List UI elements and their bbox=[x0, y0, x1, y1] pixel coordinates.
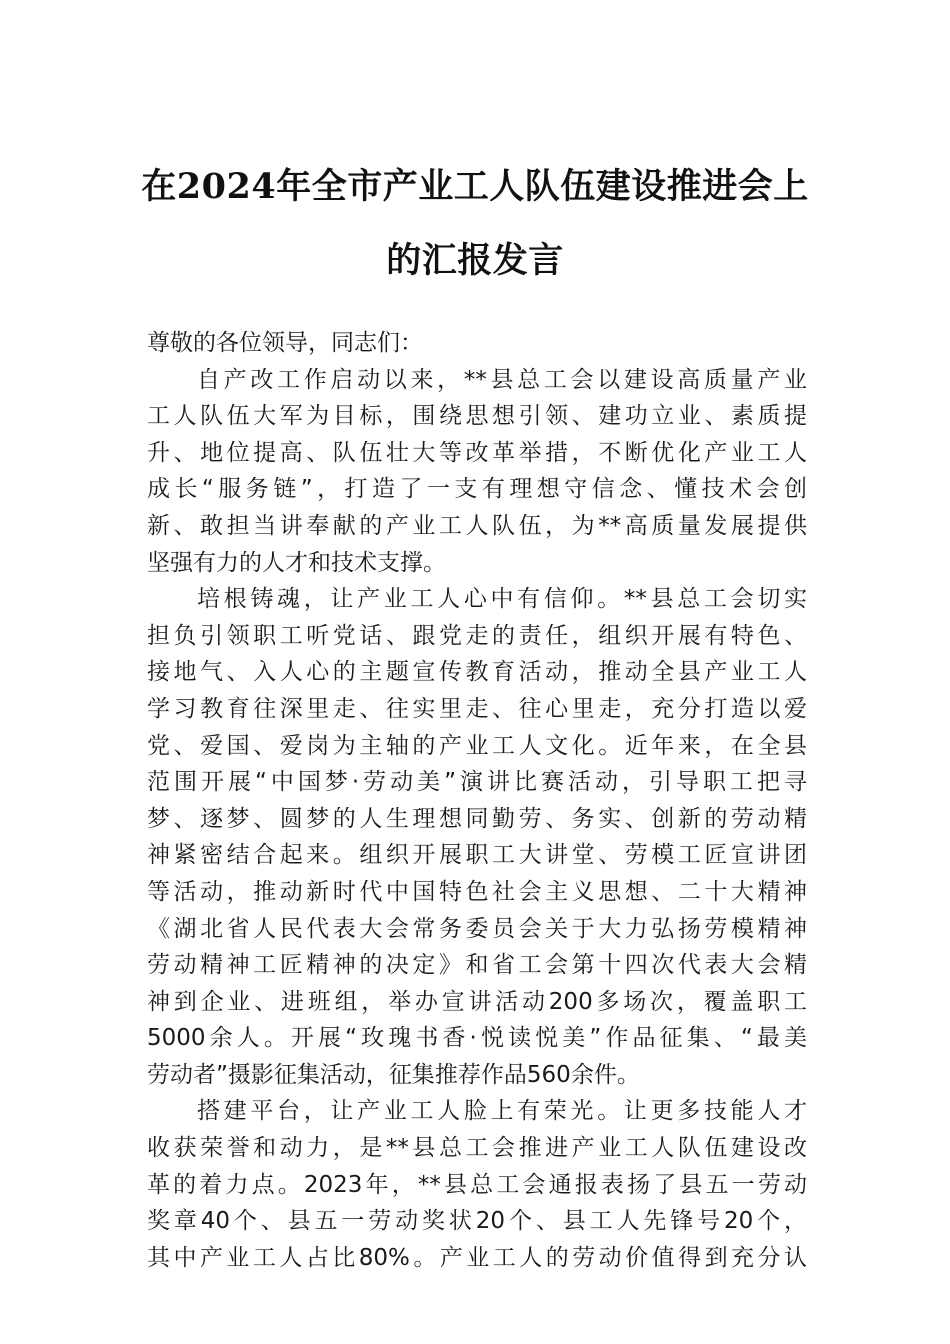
paragraph-line: 范围开展“中国梦·劳动美”演讲比赛活动，引导职工把寻 bbox=[147, 769, 807, 796]
paragraph-line: 担负引领职工听党话、跟党走的责任，组织开展有特色、 bbox=[147, 622, 807, 649]
paragraph-line: 劳动精神工匠精神的决定》和省工会第十四次代表大会精 bbox=[147, 952, 807, 979]
paragraph-line: 《湖北省人民代表大会常务委员会关于大力弘扬劳模精神 bbox=[147, 915, 807, 942]
paragraph-line: 劳动者”摄影征集活动，征集推荐作品560余件。 bbox=[147, 1061, 640, 1088]
paragraph-line: 党、爱国、爱岗为主轴的产业工人文化。近年来，在全县 bbox=[147, 732, 807, 759]
document-body bbox=[147, 325, 807, 1276]
paragraph-3 bbox=[147, 1093, 807, 1276]
document-title bbox=[140, 150, 810, 298]
paragraph-line: 5000余人。开展“玫瑰书香·悦读悦美”作品征集、“最美 bbox=[147, 1025, 807, 1052]
paragraph-line: 升、地位提高、队伍壮大等改革举措，不断优化产业工人 bbox=[147, 439, 807, 466]
paragraph-line: 革的着力点。2023年，**县总工会通报表扬了县五一劳动 bbox=[147, 1171, 807, 1198]
paragraph-line: 接地气、入人心的主题宣传教育活动，推动全县产业工人 bbox=[147, 659, 807, 686]
paragraph-line: 奖章40个、县五一劳动奖状20个、县工人先锋号20个， bbox=[147, 1208, 807, 1235]
paragraph-line: 自产改工作启动以来，**县总工会以建设高质量产业 bbox=[197, 366, 807, 393]
paragraph-line: 其中产业工人占比80%。产业工人的劳动价值得到充分认 bbox=[147, 1244, 807, 1271]
paragraph-line: 新、敢担当讲奉献的产业工人队伍，为**高质量发展提供 bbox=[147, 512, 807, 539]
paragraph-1 bbox=[147, 362, 807, 582]
paragraph-line: 神到企业、进班组，举办宣讲活动200多场次，覆盖职工 bbox=[147, 988, 807, 1015]
paragraph-2 bbox=[147, 581, 807, 1093]
paragraph-line: 收获荣誉和动力，是**县总工会推进产业工人队伍建设改 bbox=[147, 1135, 807, 1162]
paragraph-line: 等活动，推动新时代中国特色社会主义思想、二十大精神 bbox=[147, 878, 807, 905]
title-line-1: 在2024年全市产业工人队伍建设推进会上 bbox=[141, 166, 809, 207]
paragraph-line: 梦、逐梦、圆梦的人生理想同勤劳、务实、创新的劳动精 bbox=[147, 805, 807, 832]
title-line-2: 的汇报发言 bbox=[386, 240, 564, 281]
paragraph-line: 成长“服务链”，打造了一支有理想守信念、懂技术会创 bbox=[147, 476, 807, 503]
paragraph-line: 学习教育往深里走、往实里走、往心里走，充分打造以爱 bbox=[147, 695, 807, 722]
paragraph-line: 培根铸魂，让产业工人心中有信仰。**县总工会切实 bbox=[197, 586, 807, 613]
salutation bbox=[147, 325, 807, 362]
paragraph-line: 坚强有力的人才和技术支撑。 bbox=[147, 549, 446, 576]
paragraph-line: 神紧密结合起来。组织开展职工大讲堂、劳模工匠宣讲团 bbox=[147, 842, 807, 869]
paragraph-line: 搭建平台，让产业工人脸上有荣光。让更多技能人才 bbox=[197, 1098, 807, 1125]
salutation-line: 尊敬的各位领导，同志们： bbox=[147, 330, 423, 356]
paragraph-line: 工人队伍大军为目标，围绕思想引领、建功立业、素质提 bbox=[147, 403, 807, 430]
